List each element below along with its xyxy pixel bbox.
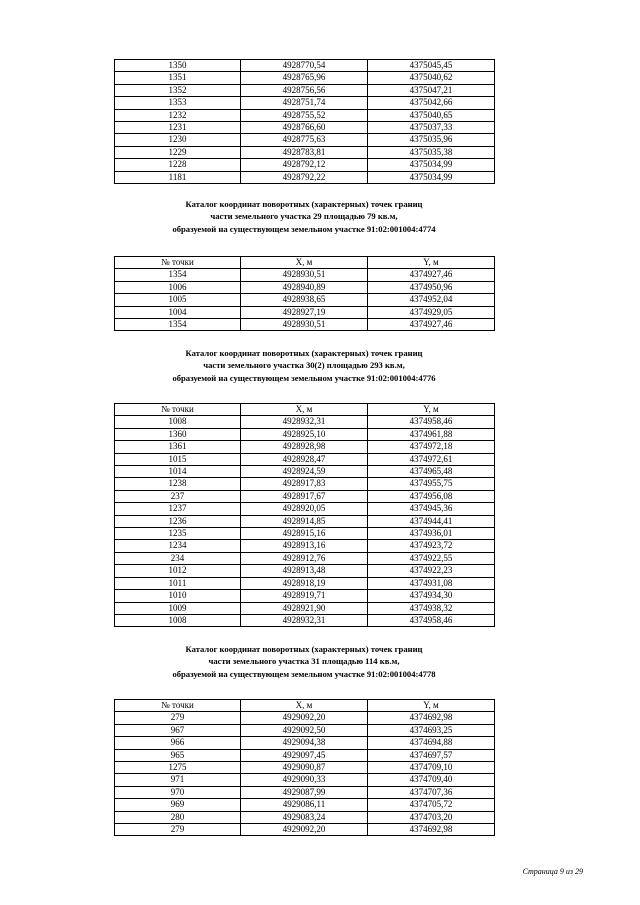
x-coordinate-cell: 4928917,67 <box>241 490 368 502</box>
point-number-cell: 1230 <box>115 134 241 146</box>
x-coordinate-cell: 4928917,83 <box>241 478 368 490</box>
point-number-cell: 966 <box>115 737 241 749</box>
header-x: X, м <box>241 257 368 269</box>
y-coordinate-cell: 4374956,08 <box>368 490 495 502</box>
point-number-cell: 237 <box>115 490 241 502</box>
table-row <box>115 72 495 84</box>
y-coordinate-cell: 4374709,40 <box>368 774 495 786</box>
table-row <box>115 269 495 281</box>
y-coordinate-cell: 4375045,45 <box>368 60 495 72</box>
x-coordinate-cell: 4928783,81 <box>241 146 368 158</box>
table-row <box>115 762 495 774</box>
coordinates-table-part-31 <box>114 699 495 836</box>
x-coordinate-cell: 4929097,45 <box>241 749 368 761</box>
coordinates-table-part-29 <box>114 256 495 331</box>
x-coordinate-cell: 4928930,51 <box>241 319 368 331</box>
y-coordinate-cell: 4374692,98 <box>368 824 495 836</box>
table-row <box>115 528 495 540</box>
caption-line: части земельного участка 29 площадью 79 кв.м, <box>210 211 398 222</box>
y-coordinate-cell: 4374950,96 <box>368 281 495 293</box>
point-number-cell: 1232 <box>115 109 241 121</box>
x-coordinate-cell: 4928930,51 <box>241 269 368 281</box>
table-row <box>115 712 495 724</box>
table-row <box>115 590 495 602</box>
x-coordinate-cell: 4928928,47 <box>241 453 368 465</box>
point-number-cell: 1008 <box>115 614 241 626</box>
table-row <box>115 774 495 786</box>
table-row <box>115 515 495 527</box>
header-point-number: № точки <box>115 257 241 269</box>
catalog-caption-part-30 <box>114 347 494 384</box>
point-number-cell: 967 <box>115 724 241 736</box>
table-header-row <box>115 700 495 712</box>
point-number-cell: 1009 <box>115 602 241 614</box>
point-number-cell: 1004 <box>115 306 241 318</box>
table-row <box>115 478 495 490</box>
y-coordinate-cell: 4375035,38 <box>368 146 495 158</box>
x-coordinate-cell: 4928932,31 <box>241 614 368 626</box>
y-coordinate-cell: 4374944,41 <box>368 515 495 527</box>
point-number-cell: 1350 <box>115 60 241 72</box>
x-coordinate-cell: 4929092,20 <box>241 824 368 836</box>
point-number-cell: 1011 <box>115 577 241 589</box>
table-row <box>115 503 495 515</box>
y-coordinate-cell: 4375047,21 <box>368 84 495 96</box>
x-coordinate-cell: 4929087,99 <box>241 786 368 798</box>
y-coordinate-cell: 4374929,05 <box>368 306 495 318</box>
y-coordinate-cell: 4374958,46 <box>368 614 495 626</box>
x-coordinate-cell: 4928775,63 <box>241 134 368 146</box>
table-row <box>115 122 495 134</box>
x-coordinate-cell: 4929092,20 <box>241 712 368 724</box>
point-number-cell: 1008 <box>115 416 241 428</box>
point-number-cell: 1005 <box>115 294 241 306</box>
point-number-cell: 1228 <box>115 159 241 171</box>
table-row <box>115 737 495 749</box>
table-row <box>115 824 495 836</box>
table-row <box>115 134 495 146</box>
x-coordinate-cell: 4928932,31 <box>241 416 368 428</box>
x-coordinate-cell: 4928913,48 <box>241 565 368 577</box>
page-number-footer: Страница 9 из 29 <box>522 867 583 876</box>
point-number-cell: 234 <box>115 552 241 564</box>
table-row <box>115 109 495 121</box>
table-row <box>115 786 495 798</box>
point-number-cell: 1275 <box>115 762 241 774</box>
x-coordinate-cell: 4928914,85 <box>241 515 368 527</box>
header-y: Y, м <box>368 700 495 712</box>
caption-line: Каталог координат поворотных (характерных) точек границ <box>185 199 423 209</box>
y-coordinate-cell: 4374692,98 <box>368 712 495 724</box>
y-coordinate-cell: 4374961,88 <box>368 428 495 440</box>
table-row <box>115 453 495 465</box>
y-coordinate-cell: 4375034,99 <box>368 171 495 183</box>
x-coordinate-cell: 4928792,22 <box>241 171 368 183</box>
header-point-number: № точки <box>115 404 241 416</box>
caption-line: образуемой на существующем земельном участке 91:02:001004:4774 <box>172 223 436 234</box>
table-row <box>115 171 495 183</box>
y-coordinate-cell: 4375040,62 <box>368 72 495 84</box>
y-coordinate-cell: 4374922,55 <box>368 552 495 564</box>
x-coordinate-cell: 4929086,11 <box>241 799 368 811</box>
point-number-cell: 1012 <box>115 565 241 577</box>
y-coordinate-cell: 4374922,23 <box>368 565 495 577</box>
table-row <box>115 281 495 293</box>
table-row <box>115 602 495 614</box>
y-coordinate-cell: 4374972,61 <box>368 453 495 465</box>
catalog-caption-part-29 <box>114 198 494 235</box>
y-coordinate-cell: 4374927,46 <box>368 269 495 281</box>
point-number-cell: 1354 <box>115 319 241 331</box>
x-coordinate-cell: 4928792,12 <box>241 159 368 171</box>
point-number-cell: 969 <box>115 799 241 811</box>
table-row <box>115 428 495 440</box>
x-coordinate-cell: 4928756,56 <box>241 84 368 96</box>
x-coordinate-cell: 4928920,05 <box>241 503 368 515</box>
table-row <box>115 724 495 736</box>
header-x: X, м <box>241 700 368 712</box>
coordinates-table-part-30 <box>114 403 495 627</box>
x-coordinate-cell: 4928921,90 <box>241 602 368 614</box>
point-number-cell: 1361 <box>115 441 241 453</box>
point-number-cell: 1238 <box>115 478 241 490</box>
point-number-cell: 1006 <box>115 281 241 293</box>
y-coordinate-cell: 4375042,66 <box>368 97 495 109</box>
y-coordinate-cell: 4374931,08 <box>368 577 495 589</box>
y-coordinate-cell: 4374705,72 <box>368 799 495 811</box>
point-number-cell: 1237 <box>115 503 241 515</box>
caption-line: Каталог координат поворотных (характерных) точек границ <box>185 644 423 654</box>
table-row <box>115 306 495 318</box>
point-number-cell: 1354 <box>115 269 241 281</box>
x-coordinate-cell: 4928765,96 <box>241 72 368 84</box>
caption-line: образуемой на существующем земельном участке 91:02:001004:4776 <box>172 372 436 383</box>
y-coordinate-cell: 4374958,46 <box>368 416 495 428</box>
x-coordinate-cell: 4928919,71 <box>241 590 368 602</box>
y-coordinate-cell: 4374693,25 <box>368 724 495 736</box>
table-row <box>115 749 495 761</box>
table-header-row <box>115 404 495 416</box>
header-x: X, м <box>241 404 368 416</box>
table-row <box>115 466 495 478</box>
y-coordinate-cell: 4375040,65 <box>368 109 495 121</box>
caption-line: части земельного участка 31 площадью 114 кв.м, <box>208 656 400 667</box>
point-number-cell: 280 <box>115 811 241 823</box>
y-coordinate-cell: 4374709,10 <box>368 762 495 774</box>
x-coordinate-cell: 4928770,54 <box>241 60 368 72</box>
point-number-cell: 1353 <box>115 97 241 109</box>
table-row <box>115 577 495 589</box>
catalog-caption-part-31 <box>114 643 494 680</box>
y-coordinate-cell: 4374965,48 <box>368 466 495 478</box>
table-row <box>115 799 495 811</box>
x-coordinate-cell: 4929092,50 <box>241 724 368 736</box>
y-coordinate-cell: 4374694,88 <box>368 737 495 749</box>
x-coordinate-cell: 4928938,65 <box>241 294 368 306</box>
y-coordinate-cell: 4375034,99 <box>368 159 495 171</box>
x-coordinate-cell: 4929090,33 <box>241 774 368 786</box>
x-coordinate-cell: 4928924,59 <box>241 466 368 478</box>
point-number-cell: 1014 <box>115 466 241 478</box>
y-coordinate-cell: 4374972,18 <box>368 441 495 453</box>
x-coordinate-cell: 4928940,89 <box>241 281 368 293</box>
y-coordinate-cell: 4374703,20 <box>368 811 495 823</box>
point-number-cell: 1236 <box>115 515 241 527</box>
point-number-cell: 1015 <box>115 453 241 465</box>
table-row <box>115 552 495 564</box>
header-y: Y, м <box>368 404 495 416</box>
y-coordinate-cell: 4374945,36 <box>368 503 495 515</box>
x-coordinate-cell: 4929094,38 <box>241 737 368 749</box>
table-row <box>115 441 495 453</box>
caption-line: Каталог координат поворотных (характерных) точек границ <box>185 348 423 358</box>
x-coordinate-cell: 4928925,10 <box>241 428 368 440</box>
point-number-cell: 1010 <box>115 590 241 602</box>
table-row <box>115 540 495 552</box>
table-row <box>115 84 495 96</box>
x-coordinate-cell: 4928766,60 <box>241 122 368 134</box>
table-header-row <box>115 257 495 269</box>
point-number-cell: 1229 <box>115 146 241 158</box>
point-number-cell: 1181 <box>115 171 241 183</box>
point-number-cell: 1360 <box>115 428 241 440</box>
point-number-cell: 1352 <box>115 84 241 96</box>
point-number-cell: 965 <box>115 749 241 761</box>
point-number-cell: 971 <box>115 774 241 786</box>
y-coordinate-cell: 4374955,75 <box>368 478 495 490</box>
coordinates-table-continued <box>114 59 495 184</box>
table-row <box>115 97 495 109</box>
x-coordinate-cell: 4928928,98 <box>241 441 368 453</box>
y-coordinate-cell: 4374934,30 <box>368 590 495 602</box>
header-y: Y, м <box>368 257 495 269</box>
caption-line: части земельного участка 30(2) площадью 293 кв.м, <box>203 360 405 371</box>
table-row <box>115 159 495 171</box>
table-row <box>115 565 495 577</box>
x-coordinate-cell: 4928927,19 <box>241 306 368 318</box>
table-row <box>115 294 495 306</box>
x-coordinate-cell: 4929090,87 <box>241 762 368 774</box>
x-coordinate-cell: 4928913,16 <box>241 540 368 552</box>
point-number-cell: 279 <box>115 712 241 724</box>
x-coordinate-cell: 4928912,76 <box>241 552 368 564</box>
y-coordinate-cell: 4374923,72 <box>368 540 495 552</box>
caption-line: образуемой на существующем земельном участке 91:02:001004:4778 <box>172 668 436 679</box>
header-point-number: № точки <box>115 700 241 712</box>
point-number-cell: 970 <box>115 786 241 798</box>
x-coordinate-cell: 4928751,74 <box>241 97 368 109</box>
y-coordinate-cell: 4374697,57 <box>368 749 495 761</box>
table-row <box>115 614 495 626</box>
point-number-cell: 1235 <box>115 528 241 540</box>
y-coordinate-cell: 4374936,01 <box>368 528 495 540</box>
table-row <box>115 60 495 72</box>
x-coordinate-cell: 4928755,52 <box>241 109 368 121</box>
y-coordinate-cell: 4374927,46 <box>368 319 495 331</box>
y-coordinate-cell: 4375035,96 <box>368 134 495 146</box>
point-number-cell: 1234 <box>115 540 241 552</box>
y-coordinate-cell: 4374952,04 <box>368 294 495 306</box>
y-coordinate-cell: 4374938,32 <box>368 602 495 614</box>
point-number-cell: 1231 <box>115 122 241 134</box>
point-number-cell: 1351 <box>115 72 241 84</box>
table-row <box>115 416 495 428</box>
table-row <box>115 811 495 823</box>
x-coordinate-cell: 4929083,24 <box>241 811 368 823</box>
table-row <box>115 319 495 331</box>
y-coordinate-cell: 4375037,33 <box>368 122 495 134</box>
point-number-cell: 279 <box>115 824 241 836</box>
table-row <box>115 146 495 158</box>
table-row <box>115 490 495 502</box>
x-coordinate-cell: 4928915,16 <box>241 528 368 540</box>
x-coordinate-cell: 4928918,19 <box>241 577 368 589</box>
y-coordinate-cell: 4374707,36 <box>368 786 495 798</box>
